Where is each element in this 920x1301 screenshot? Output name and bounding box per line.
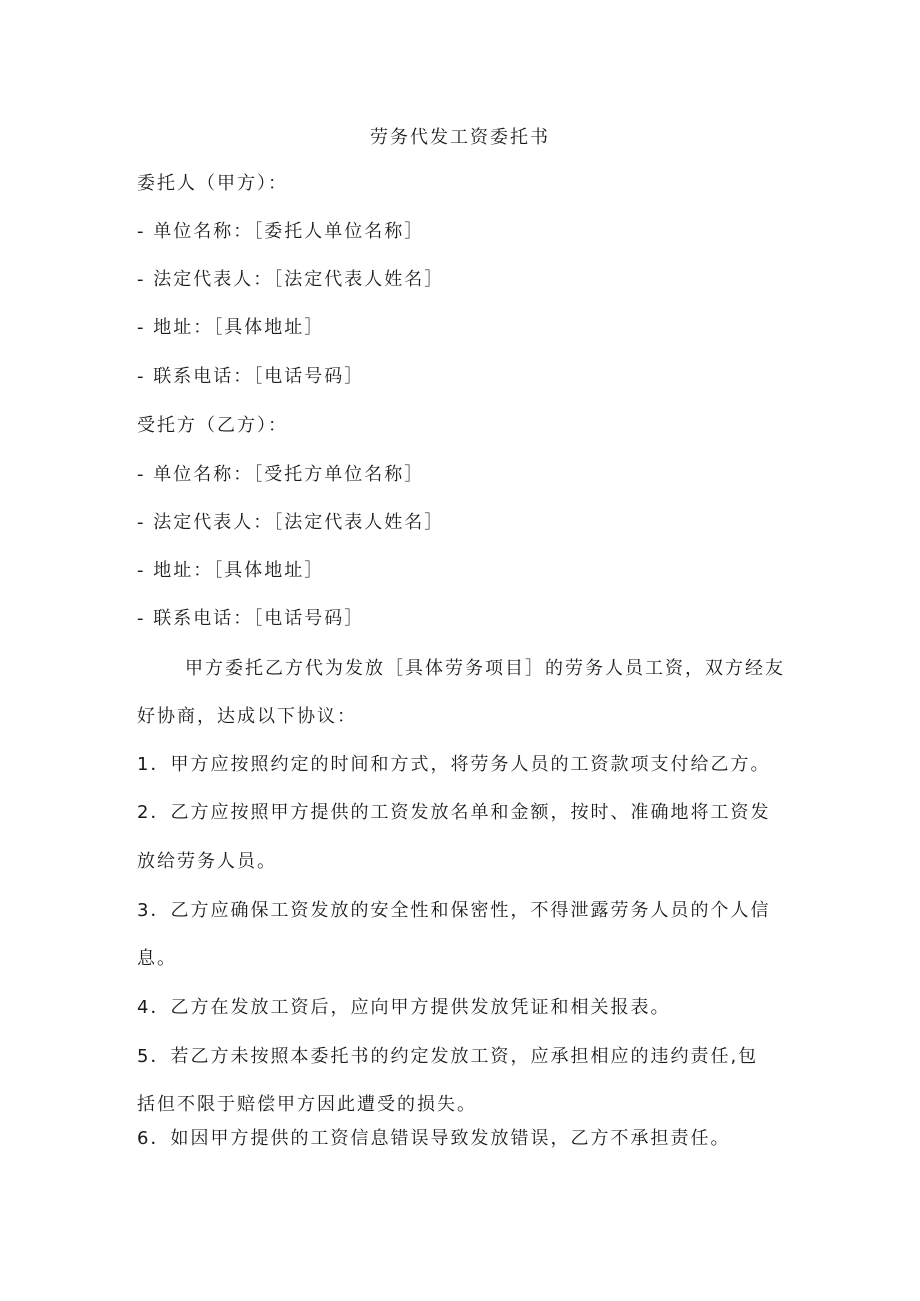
principal-heading: 委托人（甲方）： — [137, 173, 288, 194]
clause-6-line-1: 6．如因甲方提供的工资信息错误导致发放错误，乙方不承担责任。 — [137, 1128, 731, 1149]
agent-company-name: - 单位名称：［受托方单位名称］ — [137, 464, 425, 485]
principal-legal-representative: - 法定代表人：［法定代表人姓名］ — [137, 269, 445, 290]
clause-5-line-1: 5．若乙方未按照本委托书的约定发放工资，应承担相应的违约责任,包 — [137, 1046, 759, 1067]
agent-phone: - 联系电话：［电话号码］ — [137, 608, 365, 629]
intro-paragraph-line-1: 甲方委托乙方代为发放［具体劳务项目］的劳务人员工资，双方经友 — [185, 658, 785, 679]
intro-paragraph-line-2: 好协商，达成以下协议： — [137, 706, 357, 727]
clause-2-line-2: 放给劳务人员。 — [137, 851, 277, 872]
agent-legal-representative: - 法定代表人：［法定代表人姓名］ — [137, 512, 445, 533]
principal-phone: - 联系电话：［电话号码］ — [137, 366, 365, 387]
agent-address: - 地址：［具体地址］ — [137, 560, 325, 581]
principal-address: - 地址：［具体地址］ — [137, 317, 325, 338]
clause-2-line-1: 2．乙方应按照甲方提供的工资发放名单和金额，按时、准确地将工资发 — [137, 802, 771, 823]
principal-company-name: - 单位名称：［委托人单位名称］ — [137, 221, 425, 242]
clause-3-line-1: 3．乙方应确保工资发放的安全性和保密性，不得泄露劳务人员的个人信 — [137, 900, 771, 921]
clause-3-line-2: 息。 — [137, 948, 177, 969]
clause-4-line-1: 4．乙方在发放工资后，应向甲方提供发放凭证和相关报表。 — [137, 997, 671, 1018]
agent-heading: 受托方（乙方）： — [137, 415, 288, 436]
clause-1-line-1: 1．甲方应按照约定的时间和方式，将劳务人员的工资款项支付给乙方。 — [137, 754, 771, 775]
document-title: 劳务代发工资委托书 — [370, 127, 550, 148]
clause-5-line-2: 括但不限于赔偿甲方因此遭受的损失。 — [137, 1094, 477, 1115]
